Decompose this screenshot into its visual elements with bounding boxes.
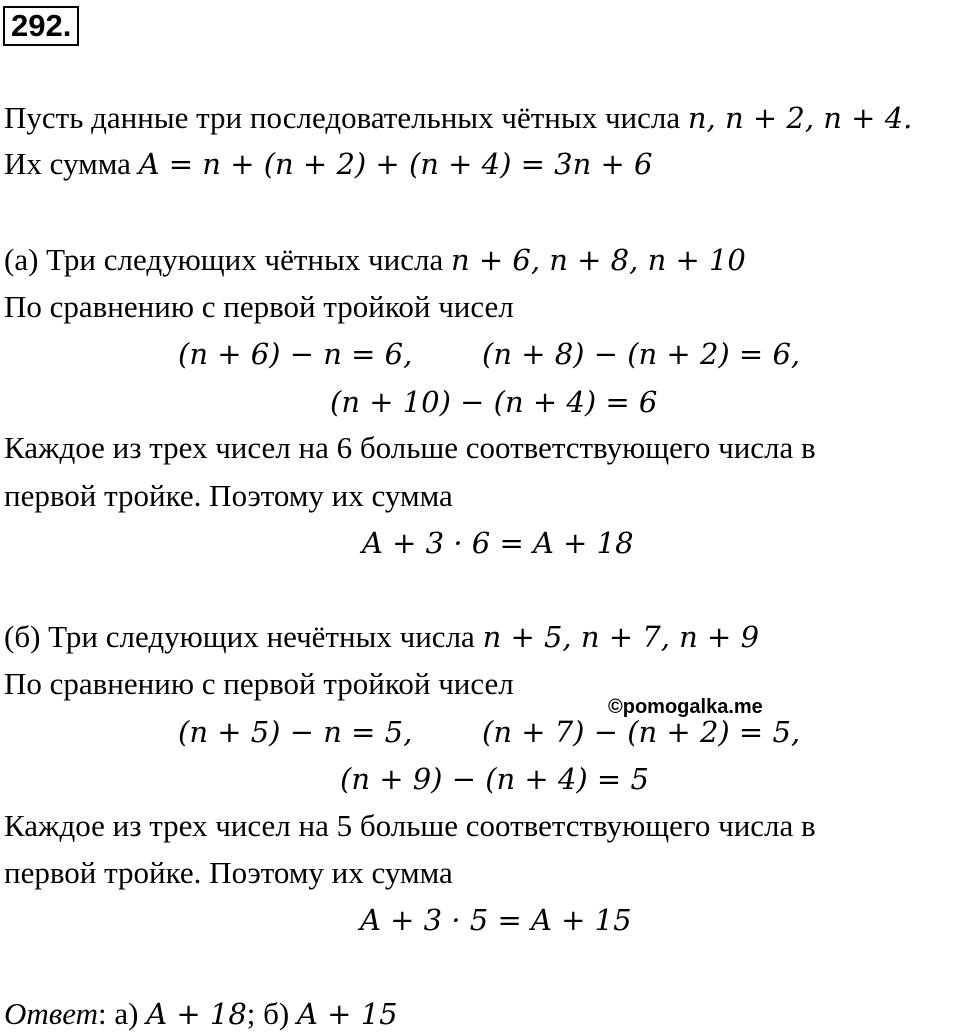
part-b-conclusion-2: первой тройке. Поэтому их сумма [4, 855, 453, 890]
part-a-equation-1: (n + 6) − n = 6, [178, 337, 413, 371]
part-a-compare: По сравнению с первой тройкой чисел [4, 289, 514, 324]
part-b-heading-math: n + 5, n + 7, n + 9 [482, 620, 760, 654]
answer-line [4, 994, 398, 1034]
part-a-heading [4, 240, 746, 280]
part-b-compare: По сравнению с первой тройкой чисел [4, 666, 514, 701]
part-b-equation-1: (n + 5) − n = 5, [178, 715, 413, 749]
answer-colon: : [97, 996, 115, 1031]
watermark: ©pomogalka.me [608, 696, 763, 718]
part-a-conclusion-2: первой тройке. Поэтому их сумма [4, 478, 453, 513]
part-b-conclusion-1: Каждое из трех чисел на 5 больше соответствующего числа в [4, 808, 816, 843]
answer-separator: ; [246, 996, 264, 1031]
answer-b-prefix: б) [263, 996, 298, 1031]
part-a-equation-2: (n + 8) − (n + 2) = 6, [482, 337, 801, 371]
intro-line-2-text: Их сумма [4, 146, 139, 181]
intro-line-2 [4, 144, 652, 184]
part-b-equation-3: (n + 9) − (n + 4) = 5 [340, 762, 649, 796]
answer-a-prefix: а) [114, 996, 147, 1031]
intro-line-1-math: n, n + 2, n + 4. [687, 101, 913, 135]
part-a-heading-math: n + 6, n + 8, n + 10 [450, 243, 746, 277]
intro-line-1 [4, 98, 912, 138]
part-b-heading [4, 617, 759, 657]
part-b-equation-2: (n + 7) − (n + 2) = 5, [482, 715, 801, 749]
part-a-heading-text: (а) Три следующих чётных числа [4, 242, 451, 277]
problem-number: 292. [3, 6, 79, 46]
intro-sum-formula: A = n + (n + 2) + (n + 4) = 3n + 6 [138, 147, 653, 181]
answer-label: Ответ [4, 996, 98, 1031]
part-a-conclusion-1: Каждое из трех чисел на 6 больше соответствующего числа в [4, 430, 816, 465]
answer-a-value: A + 18 [146, 997, 247, 1031]
part-b-heading-text: (б) Три следующих нечётных числа [4, 619, 483, 654]
part-b-result: A + 3 · 5 = A + 15 [360, 903, 632, 937]
intro-line-1-text: Пусть данные три последовательных чётных числа [4, 100, 688, 135]
answer-b-value: A + 15 [297, 997, 398, 1031]
part-a-result: A + 3 · 6 = A + 18 [362, 526, 634, 560]
part-a-equation-3: (n + 10) − (n + 4) = 6 [330, 385, 658, 419]
